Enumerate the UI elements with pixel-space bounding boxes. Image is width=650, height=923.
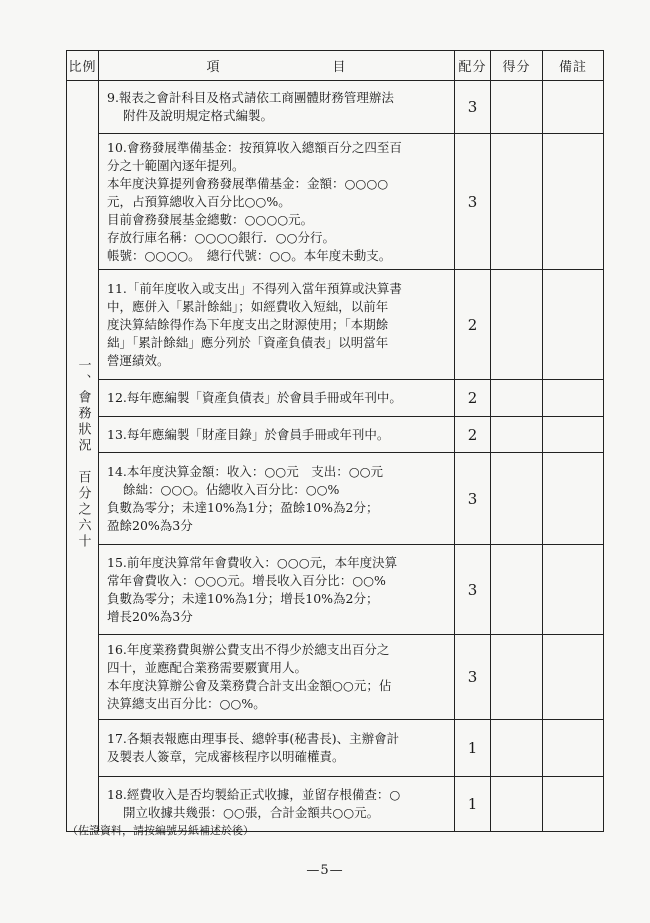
score-cell: 3 — [455, 545, 491, 635]
remark-cell[interactable] — [543, 81, 604, 134]
header-item-label: 項 目 — [206, 60, 347, 75]
earned-cell[interactable] — [491, 777, 543, 832]
score-cell: 2 — [455, 270, 491, 380]
item-cell — [99, 635, 455, 720]
item-line: 決算總支出百分比：○○%。 — [107, 696, 266, 711]
earned-cell[interactable] — [491, 270, 543, 380]
table-row — [67, 81, 604, 134]
item-line: 附件及說明規定格式編製。 — [123, 108, 274, 123]
earned-cell[interactable] — [491, 545, 543, 635]
score-cell: 2 — [455, 417, 491, 453]
item-line: 10.會務發展準備基金：按預算收入總額百分之四至百 — [107, 139, 402, 155]
item-cell — [99, 81, 455, 134]
item-line: 17.各類表報應由理事長、總幹事(秘書長)、主辦會計 — [107, 731, 400, 746]
item-line: 元，占預算總收入百分比○○%。 — [107, 193, 291, 209]
item-line: 度決算結餘得作為下年度支出之財源使用；「本期餘 — [107, 316, 389, 332]
item-line: 帳號：○○○○。 總行代號：○○。本年度未動支。 — [107, 247, 392, 263]
table-row — [67, 720, 604, 777]
item-line: 15.前年度決算常年會費收入：○○○元，本年度決算 — [107, 554, 398, 570]
earned-cell[interactable] — [491, 81, 543, 134]
remark-cell[interactable] — [543, 777, 604, 832]
item-cell — [99, 720, 455, 777]
table-body — [67, 81, 604, 832]
item-cell — [99, 270, 455, 380]
table-row — [67, 134, 604, 270]
item-line: 本年度決算提列會務發展準備基金：金額：○○○○ — [107, 175, 389, 191]
remark-cell[interactable] — [543, 545, 604, 635]
table-row — [67, 453, 604, 545]
remark-cell[interactable] — [543, 635, 604, 720]
item-line: 常年會費收入：○○○元。增長收入百分比：○○% — [107, 572, 386, 588]
item-line: 本年度決算辦公會及業務費合計支出金額○○元；佔 — [107, 678, 392, 693]
remark-cell[interactable] — [543, 453, 604, 545]
category-cell — [67, 81, 99, 832]
score-cell: 3 — [455, 81, 491, 134]
item-line: 營運績效。 — [107, 352, 170, 368]
score-cell: 1 — [455, 777, 491, 832]
item-line: 9.報表之會計科目及格式請依工商團體財務管理辦法 — [107, 90, 394, 105]
table-row — [67, 270, 604, 380]
item-line: 存放行庫名稱：○○○○銀行．○○分行。 — [107, 229, 335, 245]
table-row — [67, 545, 604, 635]
item-line: 增長20%為3分 — [107, 608, 193, 624]
item-line: 12.每年應編製「資產負債表」於會員手冊或年刊中。 — [107, 390, 402, 405]
header-category: 比例 — [67, 51, 99, 81]
item-line: 11.「前年度收入或支出」不得列入當年預算或決算書 — [107, 280, 402, 296]
item-line: 絀」「累計餘絀」應分列於「資產負債表」以明當年 — [107, 334, 389, 350]
evaluation-table — [66, 50, 604, 832]
score-cell: 3 — [455, 453, 491, 545]
footnote: （佐證資料，請按編號另紙補述於後） — [67, 824, 254, 837]
score-cell: 1 — [455, 720, 491, 777]
category-label: 一、會務狀況 百分之六十 — [75, 358, 91, 550]
item-line: 18.經費收入是否均製給正式收據，並留存根備查：○ — [107, 787, 401, 802]
remark-cell[interactable] — [543, 417, 604, 453]
item-cell — [99, 417, 455, 453]
page-number: —5— — [306, 863, 344, 878]
table-row — [67, 635, 604, 720]
item-cell — [99, 134, 455, 270]
remark-cell[interactable] — [543, 720, 604, 777]
item-cell — [99, 453, 455, 545]
header-score: 配分 — [455, 51, 491, 81]
score-cell: 2 — [455, 380, 491, 417]
earned-cell[interactable] — [491, 635, 543, 720]
item-line: 盈餘20%為3分 — [107, 517, 193, 533]
header-remark: 備註 — [543, 51, 604, 81]
table-row — [67, 417, 604, 453]
item-line: 餘絀：○○○。佔總收入百分比：○○% — [123, 481, 340, 497]
earned-cell[interactable] — [491, 417, 543, 453]
item-line: 中，應併入「累計餘絀」；如經費收入短絀，以前年 — [107, 298, 389, 314]
score-cell: 3 — [455, 134, 491, 270]
item-line: 負數為零分；未達10%為1分；盈餘10%為2分； — [107, 499, 379, 515]
header-item — [99, 51, 455, 81]
item-line: 分之十範圍內逐年提列。 — [107, 157, 245, 173]
table-header-row — [67, 51, 604, 81]
earned-cell[interactable] — [491, 453, 543, 545]
item-cell — [99, 545, 455, 635]
score-cell: 3 — [455, 635, 491, 720]
remark-cell[interactable] — [543, 380, 604, 417]
item-line: 開立收據共幾張：○○張，合計金額共○○元。 — [123, 805, 380, 820]
item-line: 16.年度業務費與辦公費支出不得少於總支出百分之 — [107, 642, 390, 657]
table-row — [67, 380, 604, 417]
remark-cell[interactable] — [543, 134, 604, 270]
item-line: 目前會務發展基金總數：○○○○元。 — [107, 211, 314, 227]
earned-cell[interactable] — [491, 380, 543, 417]
remark-cell[interactable] — [543, 270, 604, 380]
item-line: 四十，並應配合業務需要覈實用人。 — [107, 660, 308, 675]
item-line: 及製表人簽章，完成審核程序以明確權責。 — [107, 749, 345, 764]
earned-cell[interactable] — [491, 134, 543, 270]
item-line: 13.每年應編製「財產目錄」於會員手冊或年刊中。 — [107, 426, 390, 442]
item-line: 14.本年度決算金額：收入：○○元 支出：○○元 — [107, 463, 384, 479]
item-cell — [99, 380, 455, 417]
header-earned: 得分 — [491, 51, 543, 81]
item-line: 負數為零分；未達10%為1分；增長10%為2分； — [107, 590, 379, 606]
earned-cell[interactable] — [491, 720, 543, 777]
